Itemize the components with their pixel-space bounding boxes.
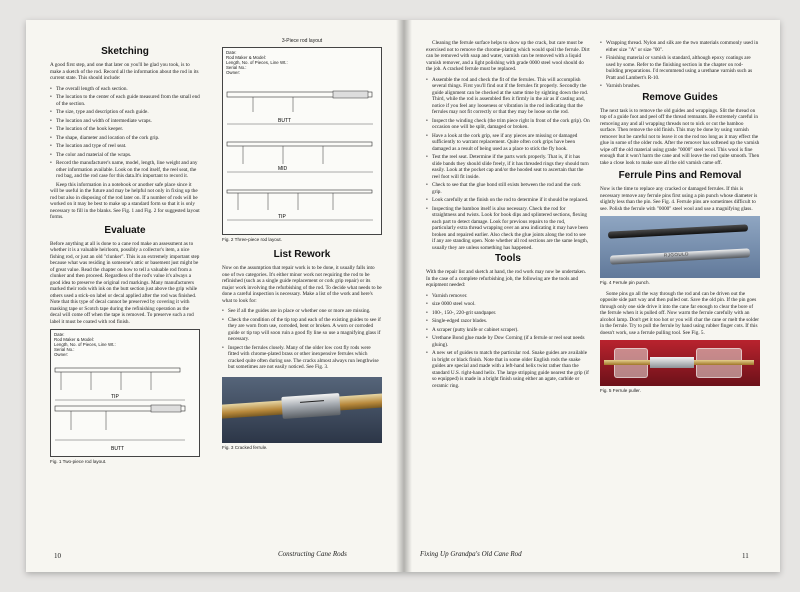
heading-ferrule-pins: Ferrule Pins and Removal xyxy=(618,170,742,181)
list-item: • The shape, diameter and location of the cork grip. xyxy=(50,135,200,142)
mid-label: MID xyxy=(278,165,288,172)
three-piece-layout-form xyxy=(222,47,382,235)
form-fields xyxy=(223,48,381,77)
list-item: • The location to the center of each guide measured from the small end of the section. xyxy=(50,94,200,107)
list-item: • The color and material of the wraps. xyxy=(50,152,200,159)
form-line: Owner: xyxy=(54,352,69,357)
butt-label: BUTT xyxy=(278,117,292,124)
ferrule-cleaning-text: Cleaning the ferrule surface helps to show up the crack, but care must be exercised not to remove the chrome-plating which would spoil the ferrule. Dirt can be removed with soap and water, varnish can be removed with a liquid varnish remover, and a light polishing with grade 0000 steel wool should do the job. A cracked ferrule must be replaced. xyxy=(426,40,590,72)
fig4-pin-punch-photo xyxy=(600,216,760,278)
form-line: Serial No.: xyxy=(226,64,247,70)
two-piece-layout-form xyxy=(50,329,200,457)
tools-list xyxy=(426,293,590,390)
list-item: • The location and type of reel seat. xyxy=(50,143,200,150)
left-running-foot: Constructing Cane Rods xyxy=(278,550,347,558)
form-line: Rod Maker & Model: xyxy=(54,337,95,342)
sketching-intro: A good first step, and one that later on you'll be glad you took, is to make a sketch of the rod. Record all the information about the rod in its current state. This should include: xyxy=(50,62,199,81)
ferrule xyxy=(281,393,340,419)
tip-label: TIP xyxy=(111,394,119,400)
heading-evaluate: Evaluate xyxy=(104,224,146,236)
heading-remove-guides: Remove Guides xyxy=(642,91,718,103)
pin-punch-upper xyxy=(608,224,748,238)
list-item: • Check the condition of the tip top and each of the existing guides to see if they are worn from use, corroded, bent or broken. A worn or corroded guide or tip top will soon ruin a good fly line so use a magnifying glass if necessary. xyxy=(222,317,382,343)
form-line: Serial No.: xyxy=(54,347,75,352)
list-item: • See if all the guides are in place or whether one or more are missing. xyxy=(222,308,382,315)
materials-list xyxy=(600,40,760,90)
list-rework-text: Now on the assumption that repair work is to be done, it usually falls into one of two categories. It's either minor work not requiring the rod to be refinished (such as a single guide replacement or cork grip repair) or its major work involving the refurbishing of the rod. To decide what needs to be done a careful inspection is necessary. Make a list of the work and here's what to look for: xyxy=(222,265,382,304)
punch-brand-stamp: RJGOULD xyxy=(663,251,690,258)
list-item: • The location and width of intermediate wraps. xyxy=(50,118,200,125)
inspection-list xyxy=(426,77,590,252)
fig2-caption: Fig. 2 Three-piece rod layout. xyxy=(222,236,282,242)
right-column-1 xyxy=(426,40,590,391)
list-item: • A new set of guides to match the particular rod. Snake guides are available in bright or black finish. Note that in some older English rods the snake guides are special and made with a left-hand helix twist rather than the standard U.S. right-hand helix. The large stripping guide nearest the grip (if so equipped) is made in a bright finish using either an agate, carbide or ceramic ring. xyxy=(426,350,590,389)
list-item: • Finishing material or varnish is standard, although epoxy coatings are used by some. Refer to the finishing section in the chapter on rod-building preparations. I'd recommend using a urethane varnish such as Pratt and Lambert's R-10. xyxy=(600,55,760,81)
list-item: • Single-edged razor blades. xyxy=(426,318,590,325)
list-item: • The overall length of each section. xyxy=(50,86,200,93)
fig5-caption: Fig. 5 Ferrule puller. xyxy=(600,388,641,393)
list-item: • Check to see that the glue bond still exists between the rod and the cork grip. xyxy=(426,182,590,195)
form-line: Owner: xyxy=(226,69,241,75)
list-item: • Inspect the winding check (the trim piece right in front of the cork grip). On occasion one will be split, damaged or broken. xyxy=(426,118,590,131)
list-item: • Urethane Bond glue made by Dow Corning (if a ferrule or reel seat needs gluing). xyxy=(426,335,590,348)
list-item: • Record the manufacturer's name, model, length, line weight and any other information available. Look on the rod itself, the reel seat, the rod bag, and the rod case for this data.It's important to record it. xyxy=(50,160,200,180)
evaluate-text: Before anything at all is done to a cane rod make an assessment as to whether it is a valuable heirloom, possibly a collector's item, a nice fishing rod, or just an old "clunker". This is an extremely important step because what was residing in someone's attic or basement just might be of great value. Read the chapter on how to tell a valuable rod from a clunker and then proceed. Regardless of the rod's value it's always a good idea to preserve the original rod markings. Many manufacturers marked their rods with ink on the butt section just above the grip while others used a stick-on label or decal applied after the rod was finished. Note that this type of decal cannot be preserved by covering it with masking tape or Scotch tape during the refinishing operation as the decal will come off when the tape is removed. To preserve such a rod label it must be coated with rod finish. xyxy=(50,240,200,325)
list-item: • The location of the hook keeper. xyxy=(50,126,200,133)
fig4-caption: Fig. 4 Ferrule pin punch. xyxy=(600,280,650,285)
form-line: Date: xyxy=(226,49,237,55)
remove-guides-text: The next task is to remove the old guides and wrappings. Slit the thread on top of a guide foot and peel off the thread remnants. Be extremely careful in removing any and all wrapping threads not to nick or cut the bamboo surface. Then remove the old finish. This may be done by using varnish remover but be careful not to leave it on the rod too long as it may effect the glue in some of the older rods. After the remover has softened up the varnish wipe off the old material using grade "0000" steel wool. This wool is fine enough that it won't harm the cane and will leave the rod quite smooth. Then take a close look to make sure all the old varnish came off. xyxy=(600,107,760,166)
heading-sketching: Sketching xyxy=(101,46,149,57)
left-column-2 xyxy=(222,38,382,451)
three-piece-rod-sketch xyxy=(223,80,381,235)
list-item: • Varnish remover. xyxy=(426,293,590,300)
puller-ferrule xyxy=(650,357,694,368)
book-gutter xyxy=(396,20,412,572)
pin-removal-text: Some pins go all the way through the rod and can be driven out the opposite side part way and then pulled out. Save the old pin. If the pin goes through only one side drive it into the cane far enough to clear the bore of the ferrule when it is pulled off. Now warm the ferrule carefully with an alcohol lamp. Don't get it too hot or you will char the cane or melt the solder in the ferrule. Try to pull the ferrule by hand using rubber finger cots. If this doesn't work, use a ferrule pulling tool. See Fig. 5. xyxy=(600,290,759,336)
list-rework-items xyxy=(222,308,382,371)
heading-list-rework: List Rework xyxy=(273,249,331,260)
form-line: Rod Maker & Model: xyxy=(226,54,267,60)
list-item: • The size, type and description of each guide. xyxy=(50,109,200,116)
figure-1 xyxy=(50,329,200,466)
left-page-number: 10 xyxy=(54,552,61,560)
heading-tools: Tools xyxy=(495,253,521,264)
tip-label: TIP xyxy=(278,213,286,220)
form-line: Date: xyxy=(54,332,65,337)
list-item: • Have a look at the cork grip, see if any pieces are missing or damaged sufficiently to warrant replacement. Quite often cork grips have been damaged as a result of being used as a place to stick the fly hook. xyxy=(426,133,590,153)
fig3-caption: Fig. 3 Cracked ferrule. xyxy=(222,444,268,450)
sketching-para: Keep this information in a notebook or another safe place since it will be useful in the future and may be helpful not only in fixing up the rod but also in disposing of the rod later on. If a number of rods will be worked on it may be best to make up a standard form so that it is only necessary to fill in the blanks. See Fig. 1 and Fig. 2 for suggested layout forms. xyxy=(50,181,200,220)
form-fields xyxy=(51,330,199,359)
fig5-ferrule-puller-photo xyxy=(600,340,760,386)
list-item: • Inspect the ferrules closely. Many of the older low cost fly rods were fitted with chrome-plated brass or other inexpensive ferrules which cracked quite often during use. The cracks almost always run lengthwise but sometimes are not easily noticed. See Fig. 3. xyxy=(222,345,382,371)
list-item: • 100-, 150-, 220-grit sandpaper. xyxy=(426,310,590,317)
butt-label: BUTT xyxy=(111,446,125,452)
two-piece-rod-sketch xyxy=(51,360,199,457)
list-item: • size 0000 steel wool. xyxy=(426,301,590,308)
list-item: • Varnish brushes. xyxy=(600,83,760,90)
form-line: Length, No. of Pieces, Line Wt.: xyxy=(54,342,116,347)
fig1-caption: Fig. 1 Two-piece rod layout. xyxy=(50,459,107,464)
tools-intro: With the repair list and sketch at hand, the rod work may now be undertaken. In the case of a complete refurbishing job, the following are the tools and equipment needed: xyxy=(426,269,586,288)
right-running-foot: Fixing Up Grandpa's Old Cane Rod xyxy=(420,550,522,558)
list-item: • Wrapping thread. Nylon and silk are the two materials commonly used in either size "A" or size "00". xyxy=(600,40,760,53)
ferrule-pins-text: Now is the time to replace any cracked or damaged ferrules. If this is necessary remove any ferrule pins first using a pin punch whose diameter is slightly less than the pin. See Fig. 4. Ferrule pins are sometimes difficult to see. Polish the ferrule with "0000" steel wool and use a magnifying glass. xyxy=(600,186,758,212)
list-item: • Inspecting the bamboo itself is also necessary. Check the rod for straightness and twists. Look for book dips and splintered sections, flexing each part to detect damage. Look for previous repairs to the rod, particularly extra thread wrapping over an area indicating it may have been broken and repaired earlier. Also check the glue joints along the rod to see if any are standing open. Note whether all rod sections are the same length, usually they are unless something has happened. xyxy=(426,206,590,252)
form-line: Length, No. of Pieces, Line Wt.: xyxy=(226,59,288,65)
right-page-number: 11 xyxy=(742,552,749,560)
fig3-cracked-ferrule-photo xyxy=(222,377,382,443)
left-column-1 xyxy=(50,44,200,466)
list-item: • Test the reel seat. Determine if the parts work properly. That is, if it has slide bands they should slide freely, if it has threaded rings they should turn easily. Look at the pocket cap and/or the hooded seat to ascertain that the reel foot will fit inside. xyxy=(426,154,590,180)
list-item: • A scraper (putty knife or cabinet scraper). xyxy=(426,327,590,334)
sketching-list xyxy=(50,86,200,180)
fig2-title: 3-Piece rod layout xyxy=(281,38,323,44)
book-spread xyxy=(26,20,780,572)
list-item: • Look carefully at the finish on the rod to determine if it should be replaced. xyxy=(426,197,590,204)
list-item: • Assemble the rod and check the fit of the ferrules. This will accomplish several things. First you'll find out if the ferrules fit properly. Secondly the guide alignment can be checked at the same time by sighting down the rod. Third, while the rod is assembled flex it firmly in the air as if casting and, notice if you feel any looseness or vibration in the rod indicating that the ferrules may not fit correctly or that they may be loose on the rod. xyxy=(426,77,590,116)
right-column-2 xyxy=(600,40,760,395)
